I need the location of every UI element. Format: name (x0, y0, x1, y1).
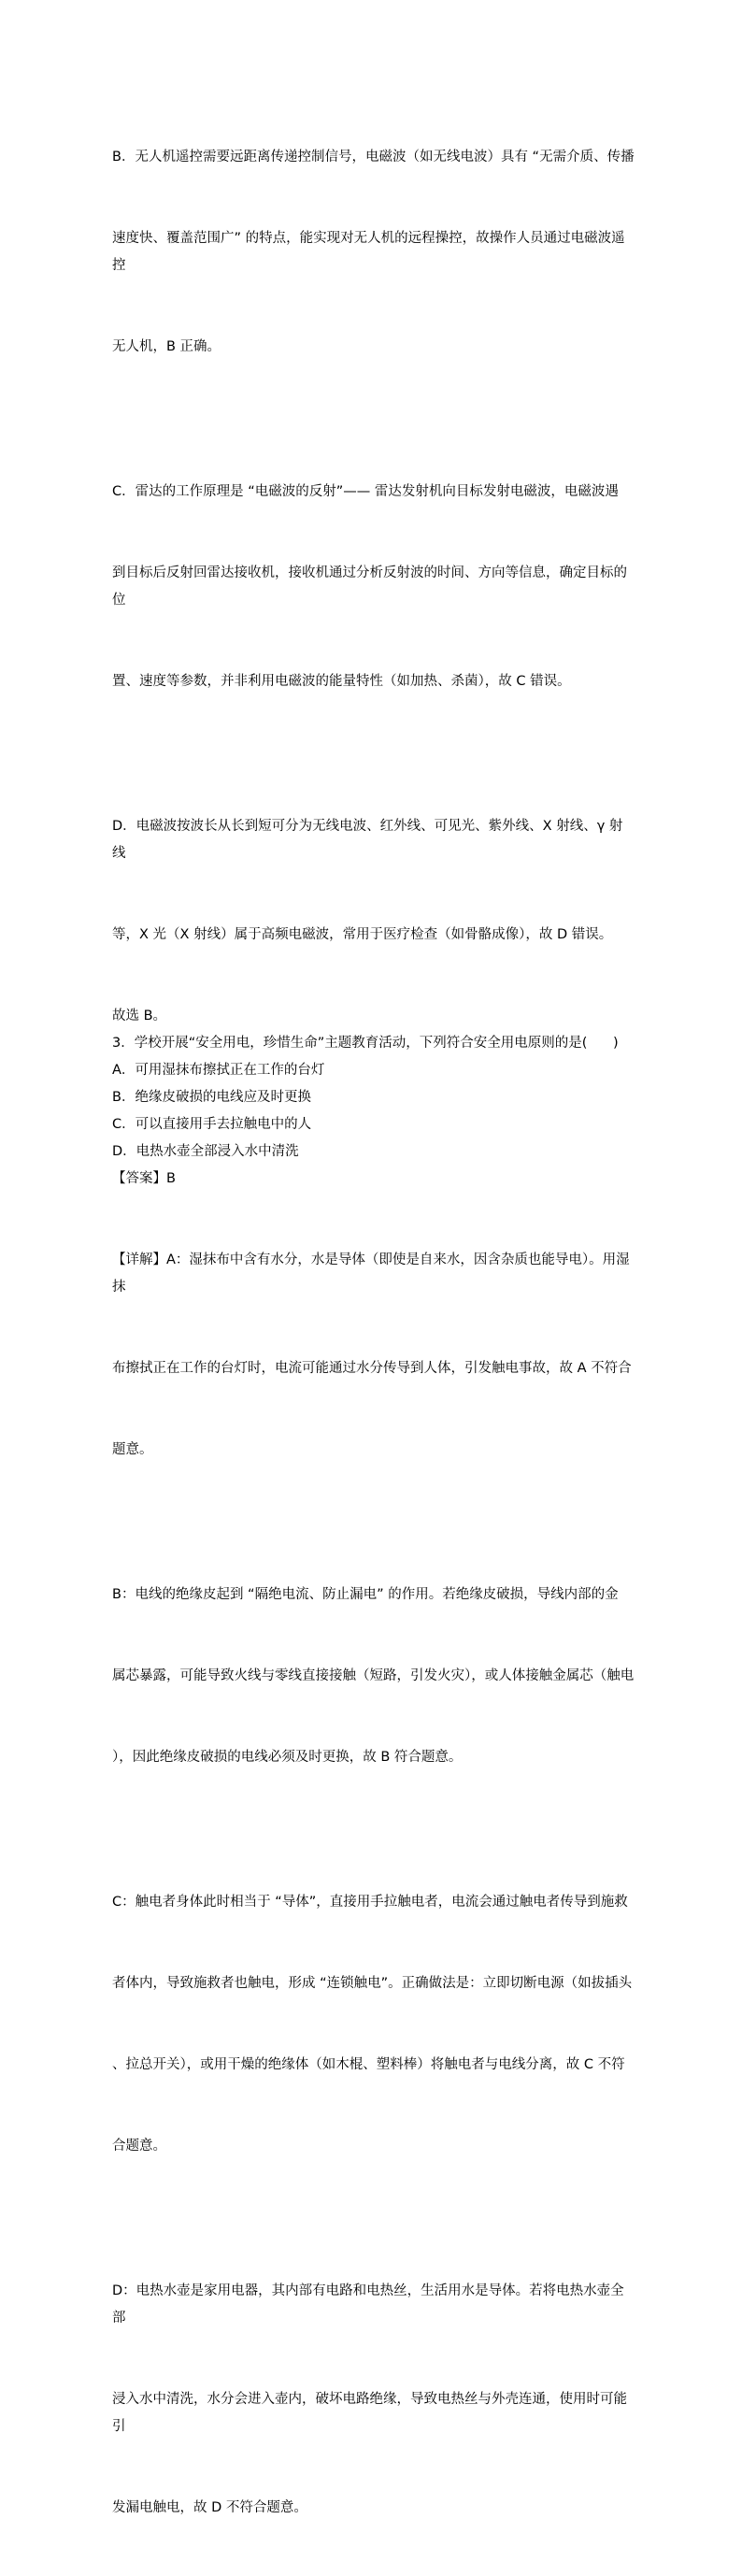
text-line: D：电热水壶是家用电器，其内部有电路和电热丝，生活用水是导体。若将电热水壶全部 (112, 2283, 624, 2326)
detail-b (112, 1527, 635, 1825)
text-line: 合题意。 (112, 2139, 166, 2154)
text-line: 题意。 (112, 1442, 153, 1457)
question-3-option-d: D．电热水壶全部浸入水中清洗 (112, 1144, 299, 1159)
text-line: 布擦拭正在工作的台灯时，电流可能通过水分传导到人体，引发触电事故，故 A 不符合 (112, 1361, 632, 1376)
text-line: D．电磁波按波长从长到短可分为无线电波、红外线、可见光、紫外线、X 射线、γ 射线 (112, 819, 623, 861)
question-3-answer: 【答案】B (112, 1171, 176, 1186)
text-line: B．无人机遥控需要远距离传递控制信号，电磁波（如无线电波）具有 “无需介质、传播 (112, 150, 635, 165)
text-line: ），因此绝缘皮破损的电线必须及时更换，故 B 符合题意。 (112, 1750, 463, 1765)
question-3-option-b: B．绝缘皮破损的电线应及时更换 (112, 1090, 311, 1105)
text-line: 发漏电触电，故 D 不符合题意。 (112, 2500, 307, 2515)
explanation-conclusion: 故选 B。 (112, 1009, 167, 1023)
explanation-option-c (112, 424, 635, 750)
explanation-option-d (112, 759, 635, 1003)
text-line: 置、速度等参数，并非利用电磁波的能量特性（如加热、杀菌），故 C 错误。 (112, 674, 571, 689)
detail-a (112, 1193, 635, 1518)
text-line: 等，X 光（X 射线）属于高频电磁波，常用于医疗检查（如骨骼成像），故 D 错误。 (112, 927, 613, 942)
text-line: 浸入水中清洗，水分会进入壶内，破坏电路绝缘，导致电热丝与外壳连通，使用时可能引 (112, 2392, 627, 2434)
explanation-option-b (112, 90, 635, 415)
question-3-option-c: C．可以直接用手去拉触电中的人 (112, 1117, 312, 1132)
question-3-option-a: A．可用湿抹布擦拭正在工作的台灯 (112, 1063, 325, 1078)
text-line: 速度快、覆盖范围广” 的特点，能实现对无人机的远程操控，故操作人员通过电磁波遥控 (112, 231, 625, 273)
detail-c (112, 1835, 635, 2214)
text-line: C：触电者身体此时相当于 “导体”，直接用手拉触电者，电流会通过触电者传导到施救 (112, 1895, 628, 1910)
text-line: 属芯暴露，可能导致火线与零线直接接触（短路，引发火灾），或人体接触金属芯（触电 (112, 1668, 635, 1683)
text-line: B：电线的绝缘皮起到 “隔绝电流、防止漏电” 的作用。若绝缘皮破损，导线内部的金 (112, 1587, 619, 1602)
document-page (112, 90, 635, 2576)
text-line: 、拉总开关），或用干燥的绝缘体（如木棍、塑料棒）将触电者与电线分离，故 C 不符 (112, 2057, 625, 2072)
text-line: 【详解】A：湿抹布中含有水分，水是导体（即使是自来水，因含杂质也能导电）。用湿抹 (112, 1252, 630, 1295)
text-line: C．雷达的工作原理是 “电磁波的反射”—— 雷达发射机向目标发射电磁波，电磁波遇 (112, 484, 619, 499)
text-line: 到目标后反射回雷达接收机，接收机通过分析反射波的时间、方向等信息，确定目标的位 (112, 565, 627, 608)
detail-d (112, 2224, 635, 2576)
question-3-stem: 3．学校开展“安全用电，珍惜生命”主题教育活动，下列符合安全用电原则的是( ) (112, 1036, 619, 1051)
text-line: 者体内，导致施救者也触电，形成 “连锁触电”。正确做法是：立即切断电源（如拔插头 (112, 1976, 633, 1991)
text-line: 无人机，B 正确。 (112, 339, 221, 354)
